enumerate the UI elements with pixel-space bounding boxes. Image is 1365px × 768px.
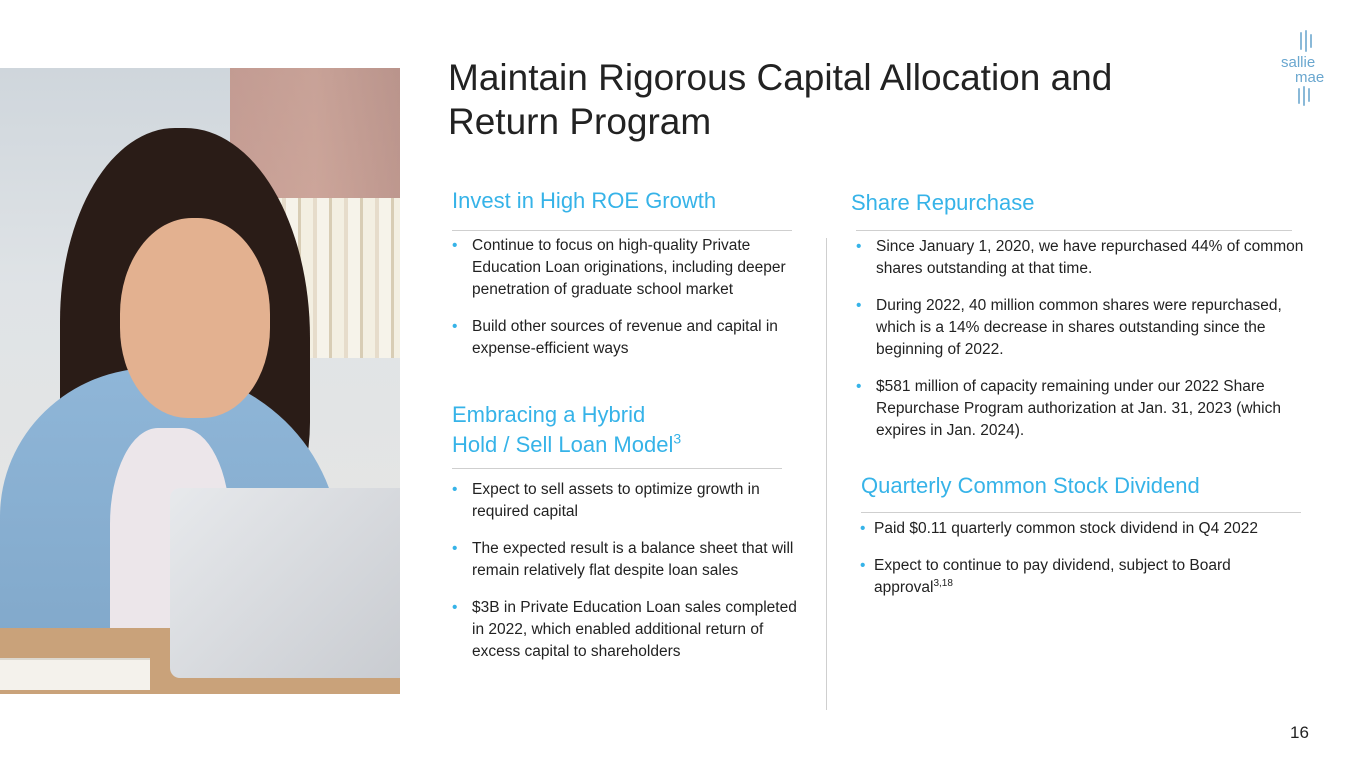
student-photo [0, 68, 400, 694]
slide-title: Maintain Rigorous Capital Allocation and Return Program [448, 57, 1113, 142]
list-item: • Expect to sell assets to optimize growth in required capital [452, 479, 797, 523]
footnote-ref: 3 [673, 430, 682, 447]
heading-share-repurchase: Share Repurchase [851, 190, 1035, 215]
list-item: • Since January 1, 2020, we have repurchased 44% of common shares outstanding at that time. [856, 236, 1306, 280]
heading-line-2: Hold / Sell Loan Model [452, 432, 674, 457]
heading-hybrid-model [452, 400, 681, 460]
list-item: • $3B in Private Education Loan sales completed in 2022, which enabled additional return of excess capital to shareholders [452, 597, 797, 663]
hybrid-model-list [452, 479, 797, 678]
divider [856, 230, 1292, 231]
logo-text-top: sallie [1281, 54, 1316, 71]
list-item [860, 555, 1310, 599]
list-item: • During 2022, 40 million common shares were repurchased, which is a 14% decrease in shares outstanding since the beginning of 2022. [856, 295, 1306, 361]
footnote-ref: 3,18 [933, 577, 953, 589]
photo-laptop [170, 488, 400, 678]
list-item: • Continue to focus on high-quality Private Education Loan originations, including deeper penetration of graduate school market [452, 235, 797, 301]
list-item-text: Expect to continue to pay dividend, subject to Board approval [874, 557, 1231, 596]
list-item: • Build other sources of revenue and capital in expense-efficient ways [452, 316, 797, 360]
list-item: • The expected result is a balance sheet that will remain relatively flat despite loan sales [452, 538, 797, 582]
photo-notebook [0, 658, 150, 690]
heading-line-1: Embracing a Hybrid [452, 402, 646, 427]
divider [452, 468, 782, 469]
photo-face [120, 218, 270, 418]
logo-stroke [1308, 88, 1310, 102]
divider [452, 230, 792, 231]
column-divider [826, 238, 827, 710]
logo-stroke [1303, 86, 1305, 106]
dividend-list [860, 518, 1310, 614]
heading-invest-growth: Invest in High ROE Growth [452, 188, 717, 213]
share-repurchase-list [856, 236, 1306, 457]
logo-stroke [1310, 34, 1312, 48]
heading-dividend: Quarterly Common Stock Dividend [861, 473, 1200, 498]
list-item: • Paid $0.11 quarterly common stock dividend in Q4 2022 [860, 518, 1310, 540]
logo-stroke [1298, 88, 1300, 104]
logo-stroke [1305, 30, 1307, 52]
logo-text-bottom: mae [1295, 69, 1325, 86]
list-item: • $581 million of capacity remaining under our 2022 Share Repurchase Program authorization at Jan. 31, 2023 (which expires in Jan. 2024). [856, 376, 1306, 442]
page-number: 16 [1290, 723, 1309, 742]
logo-stroke [1300, 32, 1302, 50]
sallie-mae-logo [1278, 30, 1338, 108]
divider [861, 512, 1301, 513]
invest-growth-list [452, 235, 797, 375]
